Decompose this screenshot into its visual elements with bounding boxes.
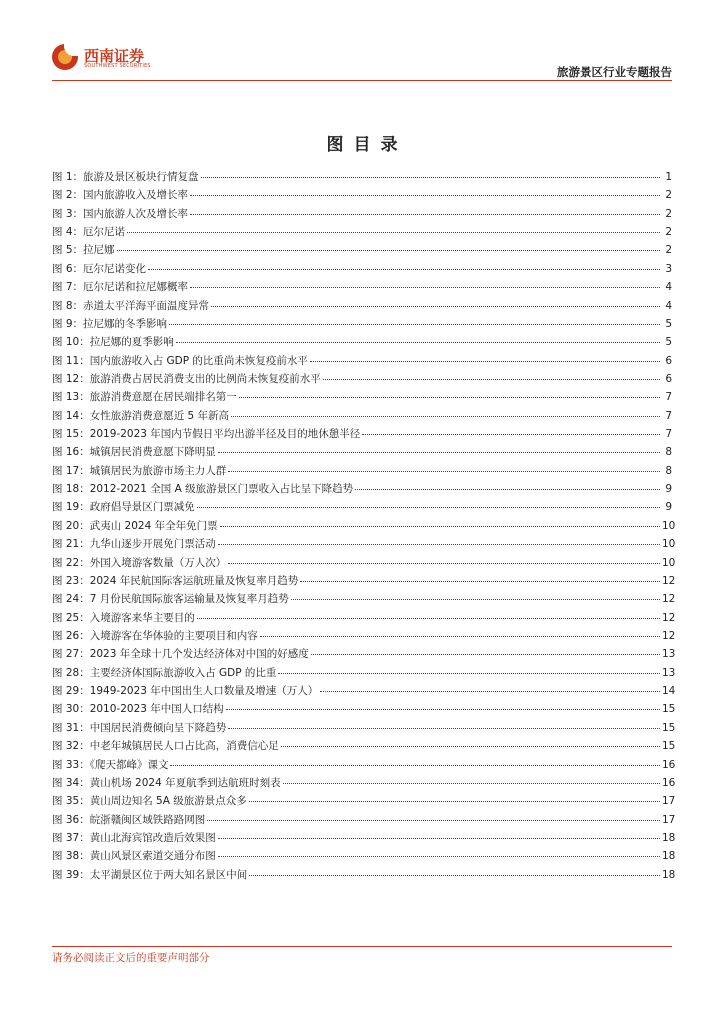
toc-dot-leader bbox=[148, 269, 660, 270]
toc-entry-page: 4 bbox=[665, 299, 672, 312]
toc-dot-leader bbox=[311, 654, 660, 655]
toc-entry-label: 图 10：拉尼娜的夏季影响 bbox=[52, 336, 174, 349]
toc-entry[interactable] bbox=[52, 371, 672, 389]
toc-entry[interactable] bbox=[52, 555, 676, 573]
toc-dot-leader bbox=[249, 801, 660, 802]
toc-entry-page: 2 bbox=[665, 207, 672, 220]
toc-entry[interactable] bbox=[52, 463, 672, 481]
toc-dot-leader bbox=[190, 214, 660, 215]
toc-entry-label: 图 36：皖浙赣闽区域铁路路网图 bbox=[52, 813, 206, 826]
toc-dot-leader bbox=[228, 471, 660, 472]
toc-entry-page: 3 bbox=[665, 262, 672, 275]
toc-entry[interactable] bbox=[52, 389, 672, 407]
toc-entry[interactable] bbox=[52, 720, 676, 738]
toc-entry-label: 图 14：女性旅游消费意愿近 5 年新高 bbox=[52, 409, 230, 422]
toc-entry-label: 图 1：旅游及景区板块行情复盘 bbox=[52, 171, 199, 183]
toc-entry-label: 图 6：厄尔尼诺变化 bbox=[52, 262, 147, 275]
toc-entry[interactable] bbox=[52, 206, 672, 224]
toc-dot-leader bbox=[300, 581, 660, 582]
toc-entry[interactable] bbox=[52, 683, 676, 701]
toc-entry[interactable] bbox=[52, 261, 672, 279]
toc-entry-page: 4 bbox=[665, 281, 672, 294]
toc-entry-label: 图 26：入境游客在华体验的主要项目和内容 bbox=[52, 629, 258, 642]
toc-entry[interactable] bbox=[52, 334, 672, 352]
toc-entry[interactable] bbox=[52, 646, 676, 664]
report-title: 旅游景区行业专题报告 bbox=[557, 65, 672, 79]
toc-entry[interactable] bbox=[52, 169, 672, 187]
toc-entry-page: 18 bbox=[662, 868, 676, 881]
toc-entry-page: 12 bbox=[662, 593, 676, 606]
toc-entry-page: 7 bbox=[665, 428, 672, 441]
toc-entry-label: 图 8：赤道太平洋海平面温度异常 bbox=[52, 299, 210, 312]
toc-entry-page: 9 bbox=[665, 501, 672, 514]
toc-dot-leader bbox=[278, 673, 660, 674]
toc-entry-page: 9 bbox=[665, 483, 672, 496]
toc-dot-leader bbox=[218, 544, 660, 545]
toc-entry-label: 图 16：城镇居民消费意愿下降明显 bbox=[52, 446, 216, 459]
toc-entry-label: 图 32：中老年城镇居民人口占比高，消费信心足 bbox=[52, 740, 279, 753]
toc-entry-page: 5 bbox=[665, 317, 672, 330]
toc-entry-label: 图 23：2024 年民航国际客运航班量及恢复率月趋势 bbox=[52, 574, 299, 587]
toc-dot-leader bbox=[176, 342, 660, 343]
toc-dot-leader bbox=[228, 728, 660, 729]
toc-entry-label: 图 37：黄山北海宾馆改造后效果图 bbox=[52, 831, 216, 844]
toc-dot-leader bbox=[291, 599, 660, 600]
toc-entry-page: 6 bbox=[665, 354, 672, 367]
toc-entry-page: 2 bbox=[665, 189, 672, 202]
toc-entry-page: 2 bbox=[665, 226, 672, 239]
toc-entry-label: 图 7：厄尔尼诺和拉尼娜概率 bbox=[52, 281, 189, 294]
toc-entry-label: 图 31：中国居民消费倾向呈下降趋势 bbox=[52, 721, 227, 734]
toc-entry-page: 10 bbox=[662, 556, 676, 569]
toc-entry[interactable] bbox=[52, 481, 672, 499]
toc-entry[interactable] bbox=[52, 408, 672, 426]
toc-dot-leader bbox=[260, 636, 660, 637]
toc-entry[interactable] bbox=[52, 187, 672, 205]
toc-entry-label: 图 25：入境游客来华主要目的 bbox=[52, 611, 195, 624]
toc-entry[interactable] bbox=[52, 591, 676, 609]
toc-entry[interactable] bbox=[52, 701, 676, 719]
toc-entry-label: 图 3：国内旅游人次及增长率 bbox=[52, 207, 189, 220]
page-title: 图目录 bbox=[326, 135, 408, 155]
toc-dot-leader bbox=[218, 856, 660, 857]
toc-entry-page: 7 bbox=[665, 409, 672, 422]
toc-entry-page: 14 bbox=[662, 685, 676, 698]
toc-dot-leader bbox=[239, 397, 660, 398]
toc-dot-leader bbox=[170, 765, 660, 766]
page-header bbox=[0, 0, 724, 90]
toc-entry[interactable] bbox=[52, 444, 672, 462]
toc-entry-label: 图 27：2023 年全球十几个发达经济体对中国的好感度 bbox=[52, 648, 309, 661]
toc-entry-label: 图 21：九华山逐步开展免门票活动 bbox=[52, 538, 216, 551]
toc-dot-leader bbox=[355, 489, 660, 490]
toc-entry-page: 5 bbox=[665, 336, 672, 349]
toc-entry-label: 图 35：黄山周边知名 5A 级旅游景点众多 bbox=[52, 795, 247, 808]
toc-entry[interactable] bbox=[52, 812, 676, 830]
toc-entry-label: 图 5：拉尼娜 bbox=[52, 244, 115, 257]
toc-dot-leader bbox=[169, 324, 660, 325]
toc-entry-label: 图 20：武夷山 2024 年全年免门票 bbox=[52, 519, 218, 532]
toc-entry-page: 12 bbox=[662, 629, 676, 642]
toc-entry-label: 图 34：黄山机场 2024 年夏航季到达航班时刻表 bbox=[52, 776, 281, 789]
toc-entry[interactable] bbox=[52, 573, 676, 591]
toc-dot-leader bbox=[197, 618, 660, 619]
toc-entry[interactable] bbox=[52, 610, 676, 628]
toc-entry-label: 图 13：旅游消费意愿在居民端排名第一 bbox=[52, 391, 237, 404]
toc-entry-page: 7 bbox=[665, 391, 672, 404]
toc-dot-leader bbox=[218, 838, 660, 839]
toc-entry-label: 图 22：外国入境游客数量（万人次） bbox=[52, 556, 227, 569]
toc-entry-label: 图 33：《爬天都峰》课文 bbox=[52, 758, 169, 771]
toc-entry[interactable] bbox=[52, 738, 676, 756]
toc-dot-leader bbox=[190, 287, 660, 288]
toc-entry-page: 15 bbox=[662, 740, 676, 753]
toc-entry[interactable] bbox=[52, 757, 676, 775]
toc-entry[interactable] bbox=[52, 499, 672, 517]
logo-mark-icon bbox=[52, 44, 78, 70]
toc-entry-page: 17 bbox=[662, 813, 676, 826]
toc-entry-label: 图 15：2019-2023 年国内节假日平均出游半径及目的地休憩半径 bbox=[52, 428, 361, 441]
toc-entry[interactable] bbox=[52, 665, 676, 683]
toc-entry-page: 8 bbox=[665, 464, 672, 477]
toc-entry-label: 图 18：2012-2021 全国 A 级旅游景区门票收入占比呈下降趋势 bbox=[52, 483, 354, 496]
toc-dot-leader bbox=[281, 746, 660, 747]
toc-entry-page: 10 bbox=[662, 538, 676, 551]
toc-dot-leader bbox=[249, 875, 660, 876]
logo-brand-cn: 西南证券 bbox=[84, 47, 145, 65]
toc-entry-label: 图 38：黄山风景区索道交通分布图 bbox=[52, 850, 216, 863]
toc-entry[interactable] bbox=[52, 518, 676, 536]
toc-entry-page: 15 bbox=[662, 721, 676, 734]
toc-entry[interactable] bbox=[52, 426, 672, 444]
toc-dot-leader bbox=[207, 820, 660, 821]
toc-entry-label: 图 30：2010-2023 年中国人口结构 bbox=[52, 703, 224, 716]
toc-entry-label: 图 4：厄尔尼诺 bbox=[52, 226, 126, 239]
toc-entry-page: 17 bbox=[662, 795, 676, 808]
toc-entry-label: 图 12：旅游消费占居民消费支出的比例尚未恢复疫前水平 bbox=[52, 372, 321, 385]
toc-entry-page: 13 bbox=[662, 666, 676, 679]
toc-entry-label: 图 9：拉尼娜的冬季影响 bbox=[52, 317, 168, 330]
toc-dot-leader bbox=[283, 783, 660, 784]
toc-entry[interactable] bbox=[52, 830, 676, 848]
toc-entry[interactable] bbox=[52, 353, 672, 371]
toc-entry-label: 图 24：7 月份民航国际旅客运输量及恢复率月趋势 bbox=[52, 593, 289, 606]
toc-entry-page: 2 bbox=[665, 244, 672, 257]
toc-dot-leader bbox=[201, 177, 660, 178]
toc-dot-leader bbox=[190, 195, 660, 196]
toc-dot-leader bbox=[197, 507, 660, 508]
toc-entry-page: 1 bbox=[665, 171, 672, 183]
figure-table-of-contents bbox=[52, 169, 676, 885]
toc-dot-leader bbox=[127, 232, 660, 233]
toc-dot-leader bbox=[211, 306, 660, 307]
footer-divider bbox=[52, 946, 672, 947]
toc-dot-leader bbox=[323, 379, 660, 380]
toc-dot-leader bbox=[228, 563, 660, 564]
toc-entry[interactable] bbox=[52, 242, 672, 260]
toc-entry-label: 图 17：城镇居民为旅游市场主力人群 bbox=[52, 464, 227, 477]
toc-entry-label: 图 2：国内旅游收入及增长率 bbox=[52, 189, 189, 202]
toc-entry-label: 图 29：1949-2023 年中国出生人口数量及增速（万人） bbox=[52, 685, 319, 698]
toc-entry[interactable] bbox=[52, 536, 676, 554]
toc-entry[interactable] bbox=[52, 224, 672, 242]
toc-entry[interactable] bbox=[52, 279, 672, 297]
toc-entry-page: 18 bbox=[662, 850, 676, 863]
toc-dot-leader bbox=[310, 361, 660, 362]
toc-entry[interactable] bbox=[52, 316, 672, 334]
toc-dot-leader bbox=[320, 691, 660, 692]
footer-disclaimer: 请务必阅读正文后的重要声明部分 bbox=[52, 952, 210, 964]
toc-entry-page: 16 bbox=[662, 758, 676, 771]
toc-entry-page: 12 bbox=[662, 574, 676, 587]
toc-entry-label: 图 39：太平湖景区位于两大知名景区中间 bbox=[52, 868, 248, 881]
toc-entry[interactable] bbox=[52, 298, 672, 316]
toc-entry[interactable] bbox=[52, 867, 676, 885]
toc-entry-page: 15 bbox=[662, 703, 676, 716]
toc-dot-leader bbox=[226, 709, 660, 710]
company-logo bbox=[52, 44, 151, 74]
toc-entry-page: 10 bbox=[662, 519, 676, 532]
toc-dot-leader bbox=[231, 416, 660, 417]
logo-brand-en: SOUTHWEST SECURITIES bbox=[84, 63, 151, 69]
toc-entry[interactable] bbox=[52, 775, 676, 793]
toc-entry-page: 6 bbox=[665, 372, 672, 385]
header-divider bbox=[52, 80, 672, 81]
toc-entry[interactable] bbox=[52, 793, 676, 811]
toc-entry[interactable] bbox=[52, 628, 676, 646]
toc-entry-page: 18 bbox=[662, 831, 676, 844]
toc-entry-page: 8 bbox=[665, 446, 672, 459]
toc-entry-page: 13 bbox=[662, 648, 676, 661]
toc-entry-page: 12 bbox=[662, 611, 676, 624]
toc-dot-leader bbox=[218, 452, 660, 453]
toc-entry-label: 图 11：国内旅游收入占 GDP 的比重尚未恢复疫前水平 bbox=[52, 354, 308, 367]
toc-dot-leader bbox=[362, 434, 660, 435]
toc-dot-leader bbox=[117, 250, 660, 251]
toc-entry-label: 图 28：主要经济体国际旅游收入占 GDP 的比重 bbox=[52, 666, 277, 679]
toc-entry[interactable] bbox=[52, 848, 676, 866]
toc-entry-label: 图 19：政府倡导景区门票减免 bbox=[52, 501, 195, 514]
toc-dot-leader bbox=[220, 526, 660, 527]
toc-entry-page: 16 bbox=[662, 776, 676, 789]
